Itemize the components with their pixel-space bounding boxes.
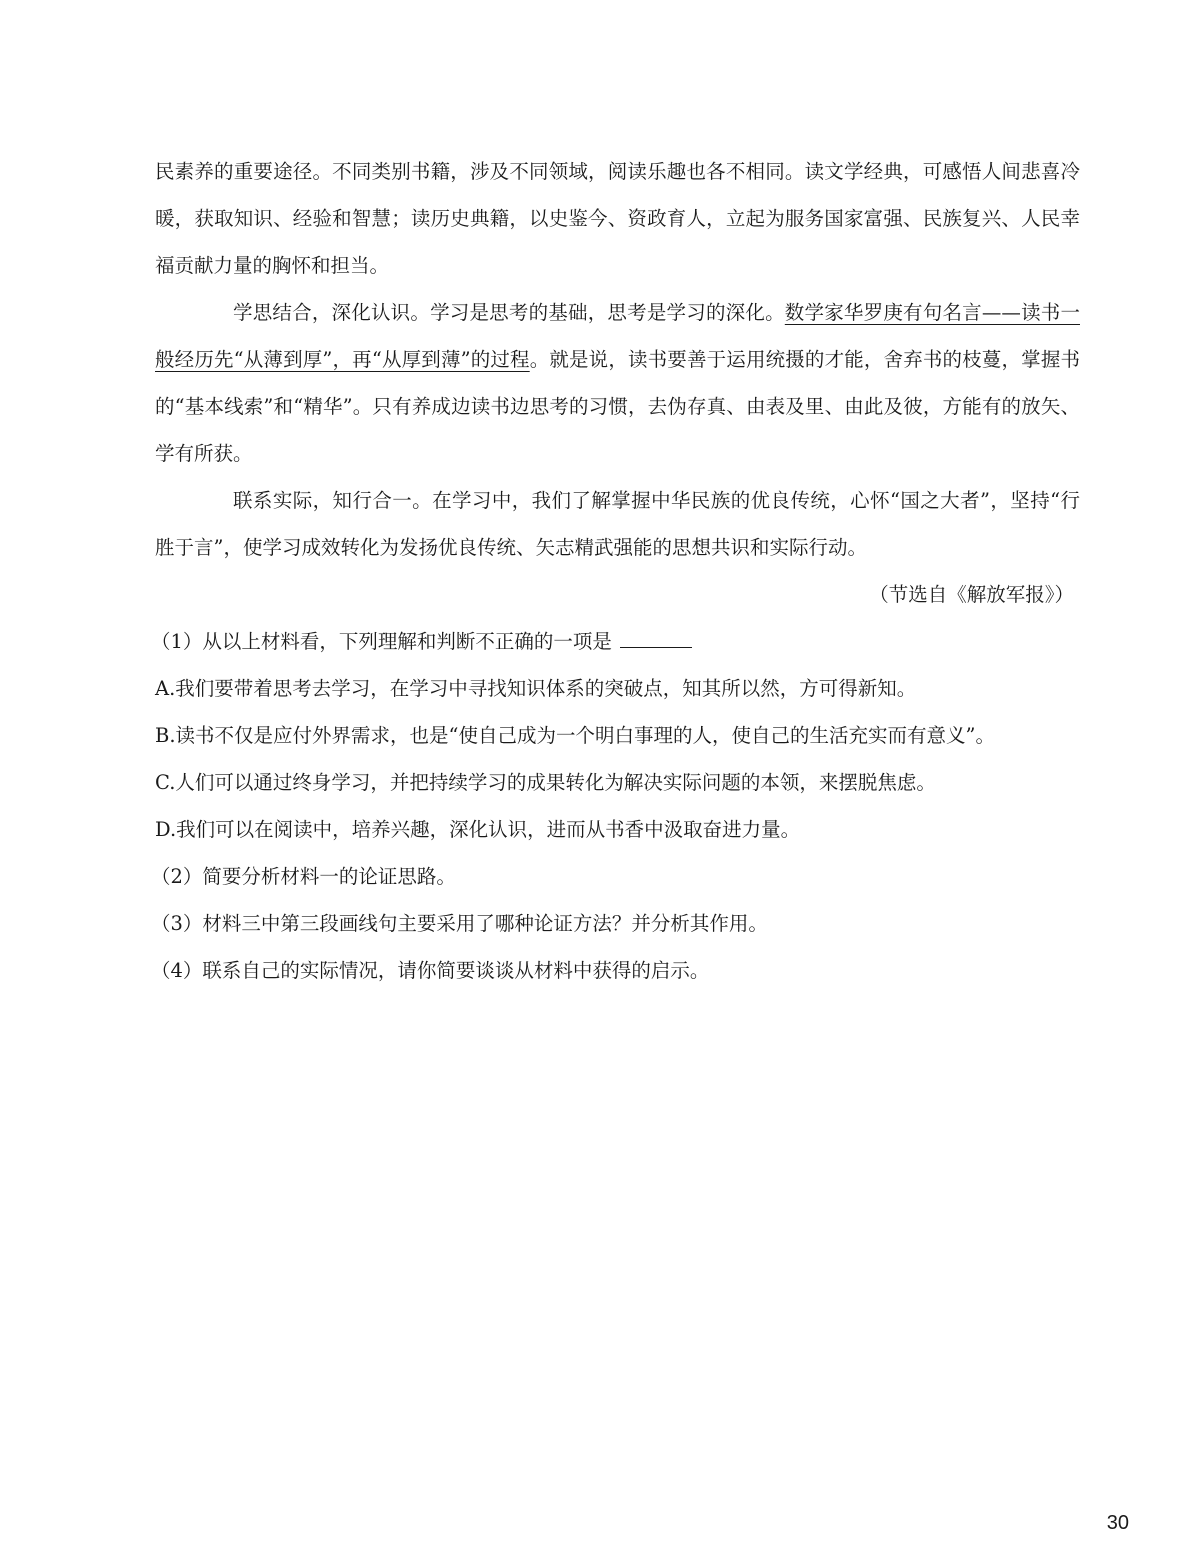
passage-continuation: 民素养的重要途径。不同类别书籍，涉及不同领域，阅读乐趣也各不相同。读文学经典，可感悟人间悲喜冷暖，获取知识、经验和智慧；读历史典籍，以史鉴今、资政育人，立起为服务国家富强、民族复兴、人民幸福贡献力量的胸怀和担当。 (155, 160, 1080, 277)
option-b: B.读书不仅是应付外界需求，也是“使自己成为一个明白事理的人，使自己的生活充实而有意义”。 (155, 724, 995, 747)
document-body (151, 148, 1080, 994)
question-4: （4）联系自己的实际情况，请你简要谈谈从材料中获得的启示。 (151, 959, 710, 982)
option-c: C.人们可以通过终身学习，并把持续学习的成果转化为解决实际问题的本领，来摆脱焦虑。 (155, 771, 936, 794)
underlined-sentence: 数学家华罗庚有句名言——读书一般经历先“从薄到厚”，再“从厚到薄”的过程 (155, 301, 1080, 371)
passage-paragraph-3: 联系实际，知行合一。在学习中，我们了解掌握中华民族的优良传统，心怀“国之大者”，坚持“行胜于言”，使学习成效转化为发扬优良传统、矢志精武强能的思想共识和实际行动。 (155, 489, 1080, 559)
question-3: （3）材料三中第三段画线句主要采用了哪种论证方法？并分析其作用。 (151, 912, 768, 935)
page-number: 30 (1106, 1512, 1129, 1534)
question-1-text: （1）从以上材料看，下列理解和判断不正确的一项是 (151, 630, 612, 653)
source-citation: （节选自《解放军报》） (869, 583, 1074, 606)
question-1 (151, 618, 1080, 665)
option-a: A.我们要带着思考去学习，在学习中寻找知识体系的突破点，知其所以然，方可得新知。 (155, 677, 917, 700)
paragraph-2-opening: 学思结合，深化认识。学习是思考的基础，思考是学习的深化。 (233, 301, 785, 324)
question-2: （2）简要分析材料一的论证思路。 (151, 865, 456, 888)
question-list (151, 618, 1080, 994)
passage-paragraph-2 (155, 289, 1080, 477)
option-d: D.我们可以在阅读中，培养兴趣，深化认识，进而从书香中汲取奋进力量。 (155, 818, 801, 841)
paragraph-2-rest: 。就是说，读书要善于运用统摄的才能，舍弃书的枝蔓，掌握书的“基本线索”和“精华”。只有养成边读书边思考的习惯，去伪存真、由表及里、由此及彼，方能有的放矢、学有所获。 (155, 348, 1080, 465)
answer-blank[interactable] (620, 629, 692, 648)
